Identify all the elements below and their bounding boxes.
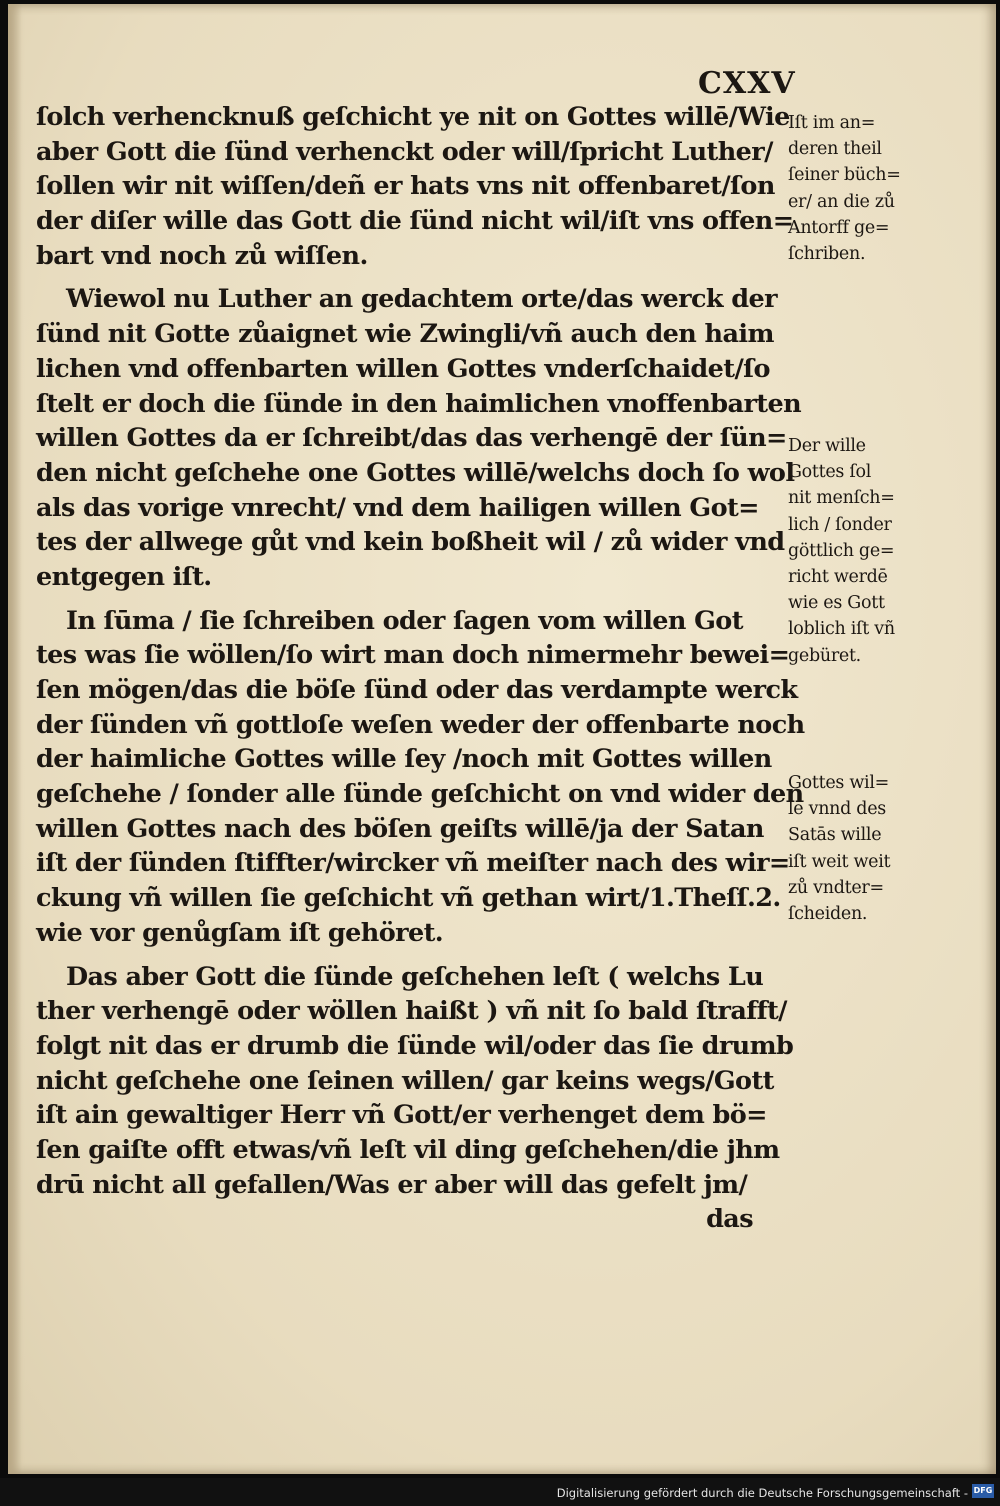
text-line: ſen gaiſte offt etwas/vñ leſt vil ding geſchehen/die jhm [36,1134,780,1165]
note-line: ſeiner büch= [788,165,901,186]
note-line: wie es Gott [788,593,885,614]
marginal-note-2 [788,433,963,669]
footer-bar [0,1478,1000,1506]
note-line: iſt weit weit [788,851,891,872]
text-line: iſt der ſünden ſtiffter/wircker vñ meiſter nach des wir= [36,848,790,879]
text-line: ſünd nit Gotte zůaignet wie Zwingli/vñ auch den haim [36,319,774,350]
note-line: nit menſch= [788,488,895,509]
paragraph-4 [36,960,794,1203]
text-line: aber Gott die ſünd verhenckt oder will/ſpricht Luther/ [36,136,773,167]
note-line: Gottes wil= [788,773,890,793]
text-line: ther verhengē oder wöllen haißt ) vñ nit ſo bald ſtrafft/ [36,996,787,1027]
text-line: entgegen iſt. [36,561,212,592]
text-line: Das aber Gott die ſünde geſchehen leſt ( welchs Lu [66,961,764,992]
paragraph-2 [36,282,802,594]
footer-credit: Digitalisierung gefördert durch die Deutsche Forschungsgemeinschaft - [556,1486,968,1500]
marginal-note-1 [788,110,963,267]
note-line: deren theil [788,139,882,160]
paragraph-1 [36,100,794,273]
note-line: Satās wille [788,825,882,846]
text-line: den nicht geſchehe one Gottes willē/welchs doch ſo wol [36,457,795,488]
note-line: gebüret. [788,645,861,666]
text-line: geſchehe / ſonder alle ſünde geſchicht on vnd wider den [36,779,804,810]
text-line: nicht geſchehe one ſeinen willen/ gar keins wegs/Gott [36,1065,774,1096]
note-line: loblich iſt vñ [788,619,895,640]
text-line: der haimliche Gottes wille ſey /noch mit Gottes willen [36,744,772,775]
text-line: ckung vñ willen ſie geſchicht vñ gethan wirt/1.Theſſ.2. [36,883,781,914]
text-line: willen Gottes da er ſchreibt/das das verhengē der ſün= [36,423,787,454]
note-line: le vnnd des [788,799,886,820]
text-line: ſen mögen/das die böſe ſünd oder das verdampte werck [36,675,798,705]
folio-number: CXXV [698,66,796,101]
text-line: Wiewol nu Luther an gedachtem orte/das werck der [66,284,777,315]
note-line: Gottes ſol [788,462,872,483]
note-line: ſchriben. [788,243,866,264]
text-line: In ſūma / ſie ſchreiben oder ſagen vom willen Got [66,605,743,636]
catchword: das [706,1204,753,1235]
note-line: Der wille [788,436,866,456]
note-line: zů vndter= [788,877,884,898]
text-line: ſollen wir nit wiſſen/deñ er hats vns nit offenbaret/ſon [36,171,775,202]
main-text-block [36,100,805,1237]
text-line: der diſer wille das Gott die ſünd nicht wil/iſt vns offen= [36,206,794,237]
paragraph-3 [36,604,805,951]
note-line: ſcheiden. [788,903,868,924]
note-line: Antorff ge= [788,217,890,238]
note-line: er/ an die zů [788,191,895,212]
note-line: göttlich ge= [788,540,895,561]
marginal-note-3 [788,770,963,927]
text-line: als das vorige vnrecht/ vnd dem hailigen willen Got= [36,492,759,523]
text-line: drū nicht all gefallen/Was er aber will das gefelt jm/ [36,1169,748,1200]
text-line: tes der allwege gůt vnd kein boßheit wil / zů wider vnd [36,527,785,558]
text-line: tes was ſie wöllen/ſo wirt man doch nimermehr bewei= [36,640,790,671]
text-line: der ſünden vñ gottloſe weſen weder der offenbarte noch [36,709,805,740]
text-line: lichen vnd offenbarten willen Gottes vnderſchaidet/ſo [36,353,770,384]
text-line: wie vor genůgſam iſt gehöret. [36,917,444,948]
text-line: folgt nit das er drumb die ſünde wil/oder das ſie drumb [36,1030,794,1061]
note-line: lich / ſonder [788,514,892,535]
note-line: Iſt im an= [788,113,876,133]
dfg-logo: DFG [972,1484,994,1498]
text-line: ſolch verhencknuß geſchicht ye nit on Gottes willē/Wie [36,102,790,132]
text-line: willen Gottes nach des böſen geiſts willē/ja der Satan [36,813,764,844]
note-line: richt werdē [788,566,888,587]
text-line: ſtelt er doch die ſünde in den haimlichen vnoffenbarten [36,388,802,419]
text-line: iſt ain gewaltiger Herr vñ Gott/er verhenget dem bö= [36,1100,767,1131]
text-line: bart vnd noch zů wiſſen. [36,240,368,271]
page-gutter-shadow [8,4,22,1474]
